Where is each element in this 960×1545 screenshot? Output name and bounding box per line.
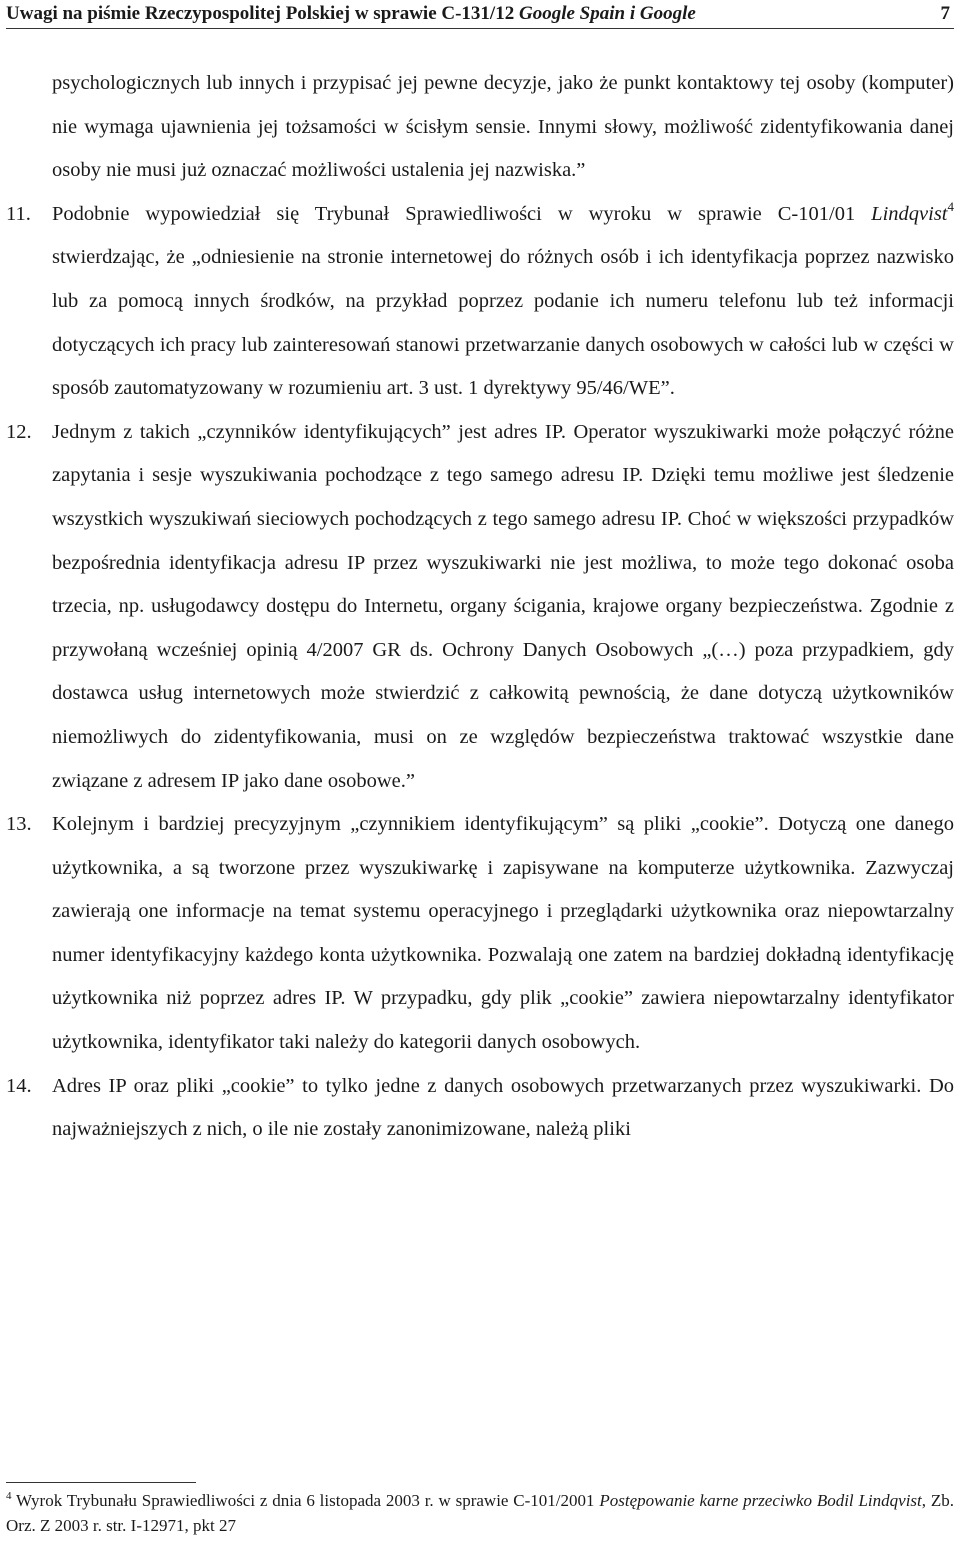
paragraph-text: Kolejnym i bardziej precyzyjnym „czynnikiem identyfikującym” są pliki „cookie”. Dotyczą one danego użytkownika, a są tworzone przez wyszukiwarkę i zapisywane na komputerze użytkownika. Zazwyczaj zawierają one informacje na temat systemu operacyjnego i przeglądarki użytkownika oraz niepowtarzalny numer identyfikacyjny każdego konta użytkownika. Pozwalają one zatem na bardziej dokładną identyfikację użytkownika niż poprzez adres IP. W przypadku, gdy plik „cookie” zawiera niepowtarzalny identyfikator użytkownika, identyfikator taki należy do kategorii danych osobowych. bbox=[52, 813, 954, 1054]
footnote-separator bbox=[6, 1482, 196, 1483]
page-number: 7 bbox=[940, 3, 950, 24]
paragraph-number: 13. bbox=[6, 813, 32, 836]
document-body bbox=[6, 62, 954, 1152]
paragraph-text: Podobnie wypowiedział się Trybunał Sprawiedliwości w wyroku w sprawie C-101/01 bbox=[52, 202, 872, 225]
paragraph-14 bbox=[6, 1065, 954, 1152]
paragraph-13 bbox=[6, 803, 954, 1065]
paragraph-12 bbox=[6, 411, 954, 803]
footnote-reference[interactable]: 4 bbox=[947, 198, 954, 214]
running-header bbox=[6, 2, 954, 29]
paragraph-11 bbox=[6, 193, 954, 411]
paragraph-continued: psychologicznych lub innych i przypisać jej pewne decyzje, jako że punkt kontaktowy tej osoby (komputer) nie wymaga ujawnienia jej tożsamości w ścisłym sensie. Innymi słowy, możliwość zidentyfikowania danej osoby nie musi już oznaczać możliwości ustalenia jej nazwiska.” bbox=[52, 72, 954, 182]
footnote-number: 4 bbox=[6, 1490, 12, 1502]
case-name-italic: Lindqvist bbox=[871, 202, 948, 225]
footnote-italic: Postępowanie karne przeciwko Bodil Lindqvist bbox=[599, 1491, 922, 1510]
footnote-text: Wyrok Trybunału Sprawiedliwości z dnia 6 listopada 2003 r. w sprawie C-101/2001 bbox=[11, 1491, 600, 1510]
paragraph-text: Adres IP oraz pliki „cookie” to tylko jedne z danych osobowych przetwarzanych przez wyszukiwarki. Do najważniejszych z nich, o ile nie zostały zanonimizowane, należą pliki bbox=[52, 1074, 954, 1141]
header-title bbox=[6, 2, 696, 26]
paragraph-text: Jednym z takich „czynników identyfikujących” jest adres IP. Operator wyszukiwarki może połączyć różne zapytania i sesje wyszukiwania pochodzące z tego samego adresu IP. Dzięki temu możliwe jest śledzenie wszystkich wyszukiwań sieciowych pochodzących z tego samego adresu IP. Choć w większości przypadków bezpośrednia identyfikacja adresu IP przez wyszukiwarki nie jest możliwa, to może tego dokonać osoba trzecia, np. usługodawcy dostępu do Internetu, organy ścigania, krajowe organy bezpieczeństwa. Zgodnie z przywołaną wcześniej opinią 4/2007 GR ds. Ochrony Danych Osobowych „(…) poza przypadkiem, gdy dostawca usług internetowych może stwierdzić z całkowitą pewnością, że dane dotyczą użytkowników niemożliwych do zidentyfikowania, musi on ze względów bezpieczeństwa traktować wszystkie dane związane z adresem IP jako dane osobowe.” bbox=[52, 420, 954, 792]
footnote-4 bbox=[6, 1488, 954, 1538]
footnote-text: , Zb. Orz. Z 2003 r. str. I-12971, pkt 27 bbox=[6, 1491, 954, 1535]
paragraph-text: stwierdzając, że „odniesienie na stronie internetowej do różnych osób i ich identyfikacja poprzez nazwisko lub za pomocą innych środków, na przykład poprzez podanie ich numeru telefonu lub też informacji dotyczących ich pracy lub zainteresowań stanowi przetwarzanie danych osobowych w całości lub w części w sposób zautomatyzowany w rozumieniu art. 3 ust. 1 dyrektywy 95/46/WE”. bbox=[52, 246, 954, 400]
header-title-italic: Google Spain i Google bbox=[518, 3, 696, 24]
header-title-text: Uwagi na piśmie Rzeczypospolitej Polskiej w sprawie C-131/12 bbox=[6, 3, 519, 24]
paragraph-number: 14. bbox=[6, 1074, 32, 1097]
paragraph-number: 11. bbox=[6, 202, 31, 225]
paragraph-number: 12. bbox=[6, 420, 32, 443]
